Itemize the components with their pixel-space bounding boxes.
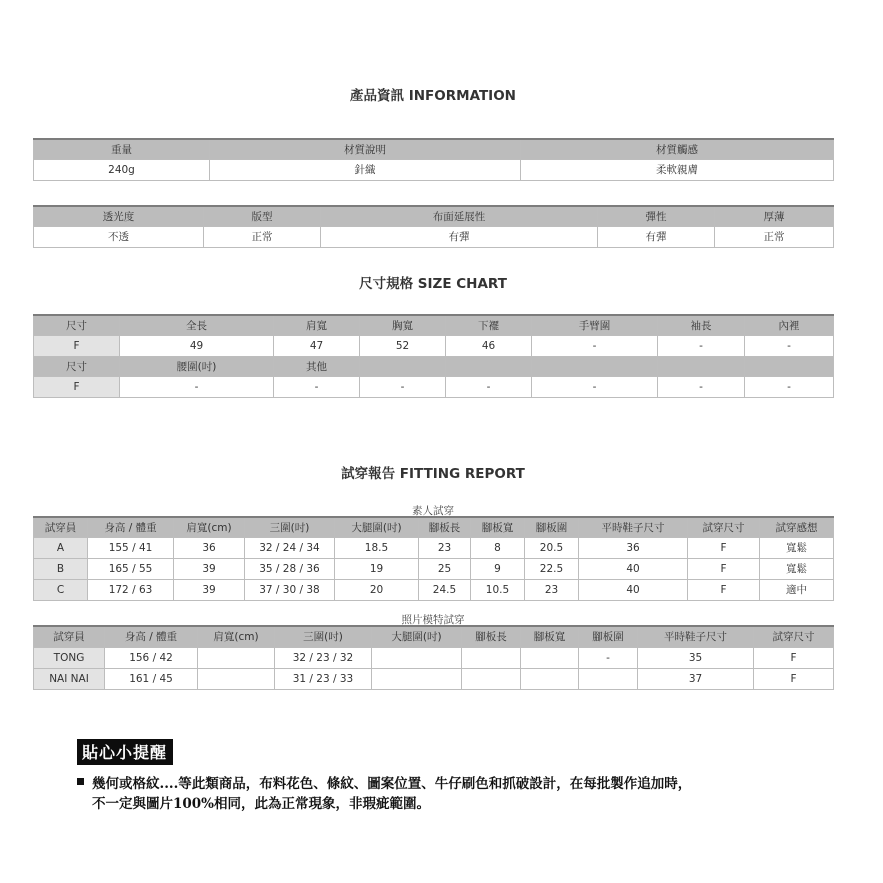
value-texture: 柔軟親膚: [521, 159, 834, 180]
size-header: 尺寸: [34, 356, 120, 376]
fitting-header: 腳板長: [419, 517, 471, 537]
size-cell: -: [446, 376, 532, 397]
tester-cell: B: [34, 558, 88, 579]
fitting-cell: 18.5: [335, 537, 419, 558]
fitting-cell: 23: [525, 579, 579, 600]
size-title: 尺寸規格 SIZE CHART: [359, 276, 507, 292]
fitting-header: 試穿尺寸: [754, 626, 834, 647]
tips-title: 貼心小提醒: [77, 739, 173, 765]
fitting-cell: [579, 668, 638, 689]
fitting-cell: F: [688, 558, 760, 579]
size-cell: 46: [446, 335, 532, 356]
value-stretch: 有彈: [321, 226, 598, 247]
size-cell: 47: [274, 335, 360, 356]
fitting-cell: F: [754, 668, 834, 689]
fitting-header: 腳板寬: [521, 626, 579, 647]
fitting-cell: 32 / 23 / 32: [275, 647, 372, 668]
fitting-header: 試穿員: [34, 626, 105, 647]
value-thickness: 正常: [715, 226, 834, 247]
fitting-header: 肩寬(cm): [174, 517, 245, 537]
size-header: [745, 356, 834, 376]
fitting-cell: 寬鬆: [760, 537, 834, 558]
size-cell: -: [120, 376, 274, 397]
size-cell: -: [658, 335, 745, 356]
header-texture: 材質觸感: [521, 139, 834, 159]
fitting-cell: 9: [471, 558, 525, 579]
fitting-header: 平時鞋子尺寸: [579, 517, 688, 537]
header-weight: 重量: [34, 139, 210, 159]
size-cell: -: [745, 335, 834, 356]
amateur-fitting-table: [33, 516, 834, 601]
fitting-cell: 31 / 23 / 33: [275, 668, 372, 689]
size-header: 內裡: [745, 315, 834, 335]
fitting-cell: 24.5: [419, 579, 471, 600]
fitting-cell: [198, 668, 275, 689]
size-header: 尺寸: [34, 315, 120, 335]
size-header: 其他: [274, 356, 360, 376]
fitting-cell: 39: [174, 579, 245, 600]
fitting-header: 大腿圍(吋): [335, 517, 419, 537]
size-header: 手臂圍: [532, 315, 658, 335]
header-stretch: 布面延展性: [321, 206, 598, 226]
fitting-cell: [198, 647, 275, 668]
fitting-header: 腳板寬: [471, 517, 525, 537]
fitting-cell: [462, 647, 521, 668]
size-header: 腰圍(吋): [120, 356, 274, 376]
fitting-cell: 36: [579, 537, 688, 558]
fitting-cell: [372, 647, 462, 668]
fitting-cell: 155 / 41: [88, 537, 174, 558]
size-cell: -: [658, 376, 745, 397]
table-row: [34, 647, 834, 668]
fitting-cell: F: [754, 647, 834, 668]
size-table: [33, 314, 834, 398]
fitting-cell: 10.5: [471, 579, 525, 600]
fitting-header: 大腿圍(吋): [372, 626, 462, 647]
size-cell: -: [532, 335, 658, 356]
info-table-2: [33, 205, 834, 248]
fitting-cell: F: [688, 579, 760, 600]
model-caption: 照片模特試穿: [401, 614, 465, 626]
fitting-header: 試穿員: [34, 517, 88, 537]
fitting-cell: 39: [174, 558, 245, 579]
fitting-cell: [521, 647, 579, 668]
fitting-cell: -: [579, 647, 638, 668]
table-row: [34, 579, 834, 600]
info-table-1: [33, 138, 834, 181]
fitting-cell: 19: [335, 558, 419, 579]
table-row: [34, 668, 834, 689]
size-header: [446, 356, 532, 376]
size-cell: -: [745, 376, 834, 397]
size-cell: F: [34, 376, 120, 397]
size-header: [532, 356, 658, 376]
size-header: 肩寬: [274, 315, 360, 335]
size-header: 胸寬: [360, 315, 446, 335]
fitting-cell: 36: [174, 537, 245, 558]
fitting-cell: 32 / 24 / 34: [245, 537, 335, 558]
fitting-cell: 40: [579, 579, 688, 600]
fitting-cell: 35 / 28 / 36: [245, 558, 335, 579]
fitting-cell: 37 / 30 / 38: [245, 579, 335, 600]
fitting-header: 身高 / 體重: [88, 517, 174, 537]
size-cell: -: [274, 376, 360, 397]
fitting-title: 試穿報告 FITTING REPORT: [341, 466, 525, 482]
info-title: 產品資訊 INFORMATION: [350, 88, 516, 104]
fitting-cell: 165 / 55: [88, 558, 174, 579]
fitting-header: 腳板圍: [525, 517, 579, 537]
fitting-header: 腳板圍: [579, 626, 638, 647]
fitting-header: 肩寬(cm): [198, 626, 275, 647]
value-elasticity: 有彈: [598, 226, 715, 247]
fitting-cell: 8: [471, 537, 525, 558]
fitting-cell: 22.5: [525, 558, 579, 579]
table-row: [34, 558, 834, 579]
fitting-cell: 寬鬆: [760, 558, 834, 579]
tester-cell: NAI NAI: [34, 668, 105, 689]
header-elasticity: 彈性: [598, 206, 715, 226]
size-header: 袖長: [658, 315, 745, 335]
bullet-icon: [77, 778, 84, 785]
header-thickness: 厚薄: [715, 206, 834, 226]
size-header: 下襬: [446, 315, 532, 335]
fitting-header: 三圍(吋): [245, 517, 335, 537]
amateur-caption: 素人試穿: [412, 505, 454, 517]
fitting-cell: 156 / 42: [105, 647, 198, 668]
size-header: [360, 356, 446, 376]
tips-line-2: 不一定與圖片100%相同，此為正常現象，非瑕疵範圍。: [92, 796, 431, 812]
value-fit: 正常: [204, 226, 321, 247]
fitting-header: 腳板長: [462, 626, 521, 647]
size-cell: 49: [120, 335, 274, 356]
fitting-cell: 35: [638, 647, 754, 668]
fitting-header: 試穿尺寸: [688, 517, 760, 537]
size-cell: -: [532, 376, 658, 397]
tips-line-1: 幾何或格紋....等此類商品，布料花色、條紋、圖案位置、牛仔刷色和抓破設計，在每批製作追加時，: [92, 776, 692, 792]
size-cell: -: [360, 376, 446, 397]
value-opacity: 不透: [34, 226, 204, 247]
value-material: 針織: [210, 159, 521, 180]
header-fit: 版型: [204, 206, 321, 226]
fitting-cell: 23: [419, 537, 471, 558]
fitting-cell: 20: [335, 579, 419, 600]
size-header: 全長: [120, 315, 274, 335]
fitting-cell: 172 / 63: [88, 579, 174, 600]
fitting-header: 三圍(吋): [275, 626, 372, 647]
tester-cell: A: [34, 537, 88, 558]
size-cell: 52: [360, 335, 446, 356]
size-header: [658, 356, 745, 376]
fitting-cell: 適中: [760, 579, 834, 600]
size-cell: F: [34, 335, 120, 356]
fitting-cell: 25: [419, 558, 471, 579]
value-weight: 240g: [34, 159, 210, 180]
tester-cell: TONG: [34, 647, 105, 668]
model-fitting-table: [33, 625, 834, 690]
header-material: 材質說明: [210, 139, 521, 159]
fitting-cell: [462, 668, 521, 689]
fitting-cell: [521, 668, 579, 689]
fitting-header: 平時鞋子尺寸: [638, 626, 754, 647]
fitting-cell: 161 / 45: [105, 668, 198, 689]
fitting-cell: [372, 668, 462, 689]
fitting-cell: 20.5: [525, 537, 579, 558]
header-opacity: 透光度: [34, 206, 204, 226]
tester-cell: C: [34, 579, 88, 600]
fitting-header: 身高 / 體重: [105, 626, 198, 647]
fitting-cell: 40: [579, 558, 688, 579]
fitting-header: 試穿感想: [760, 517, 834, 537]
fitting-cell: 37: [638, 668, 754, 689]
table-row: [34, 537, 834, 558]
fitting-cell: F: [688, 537, 760, 558]
